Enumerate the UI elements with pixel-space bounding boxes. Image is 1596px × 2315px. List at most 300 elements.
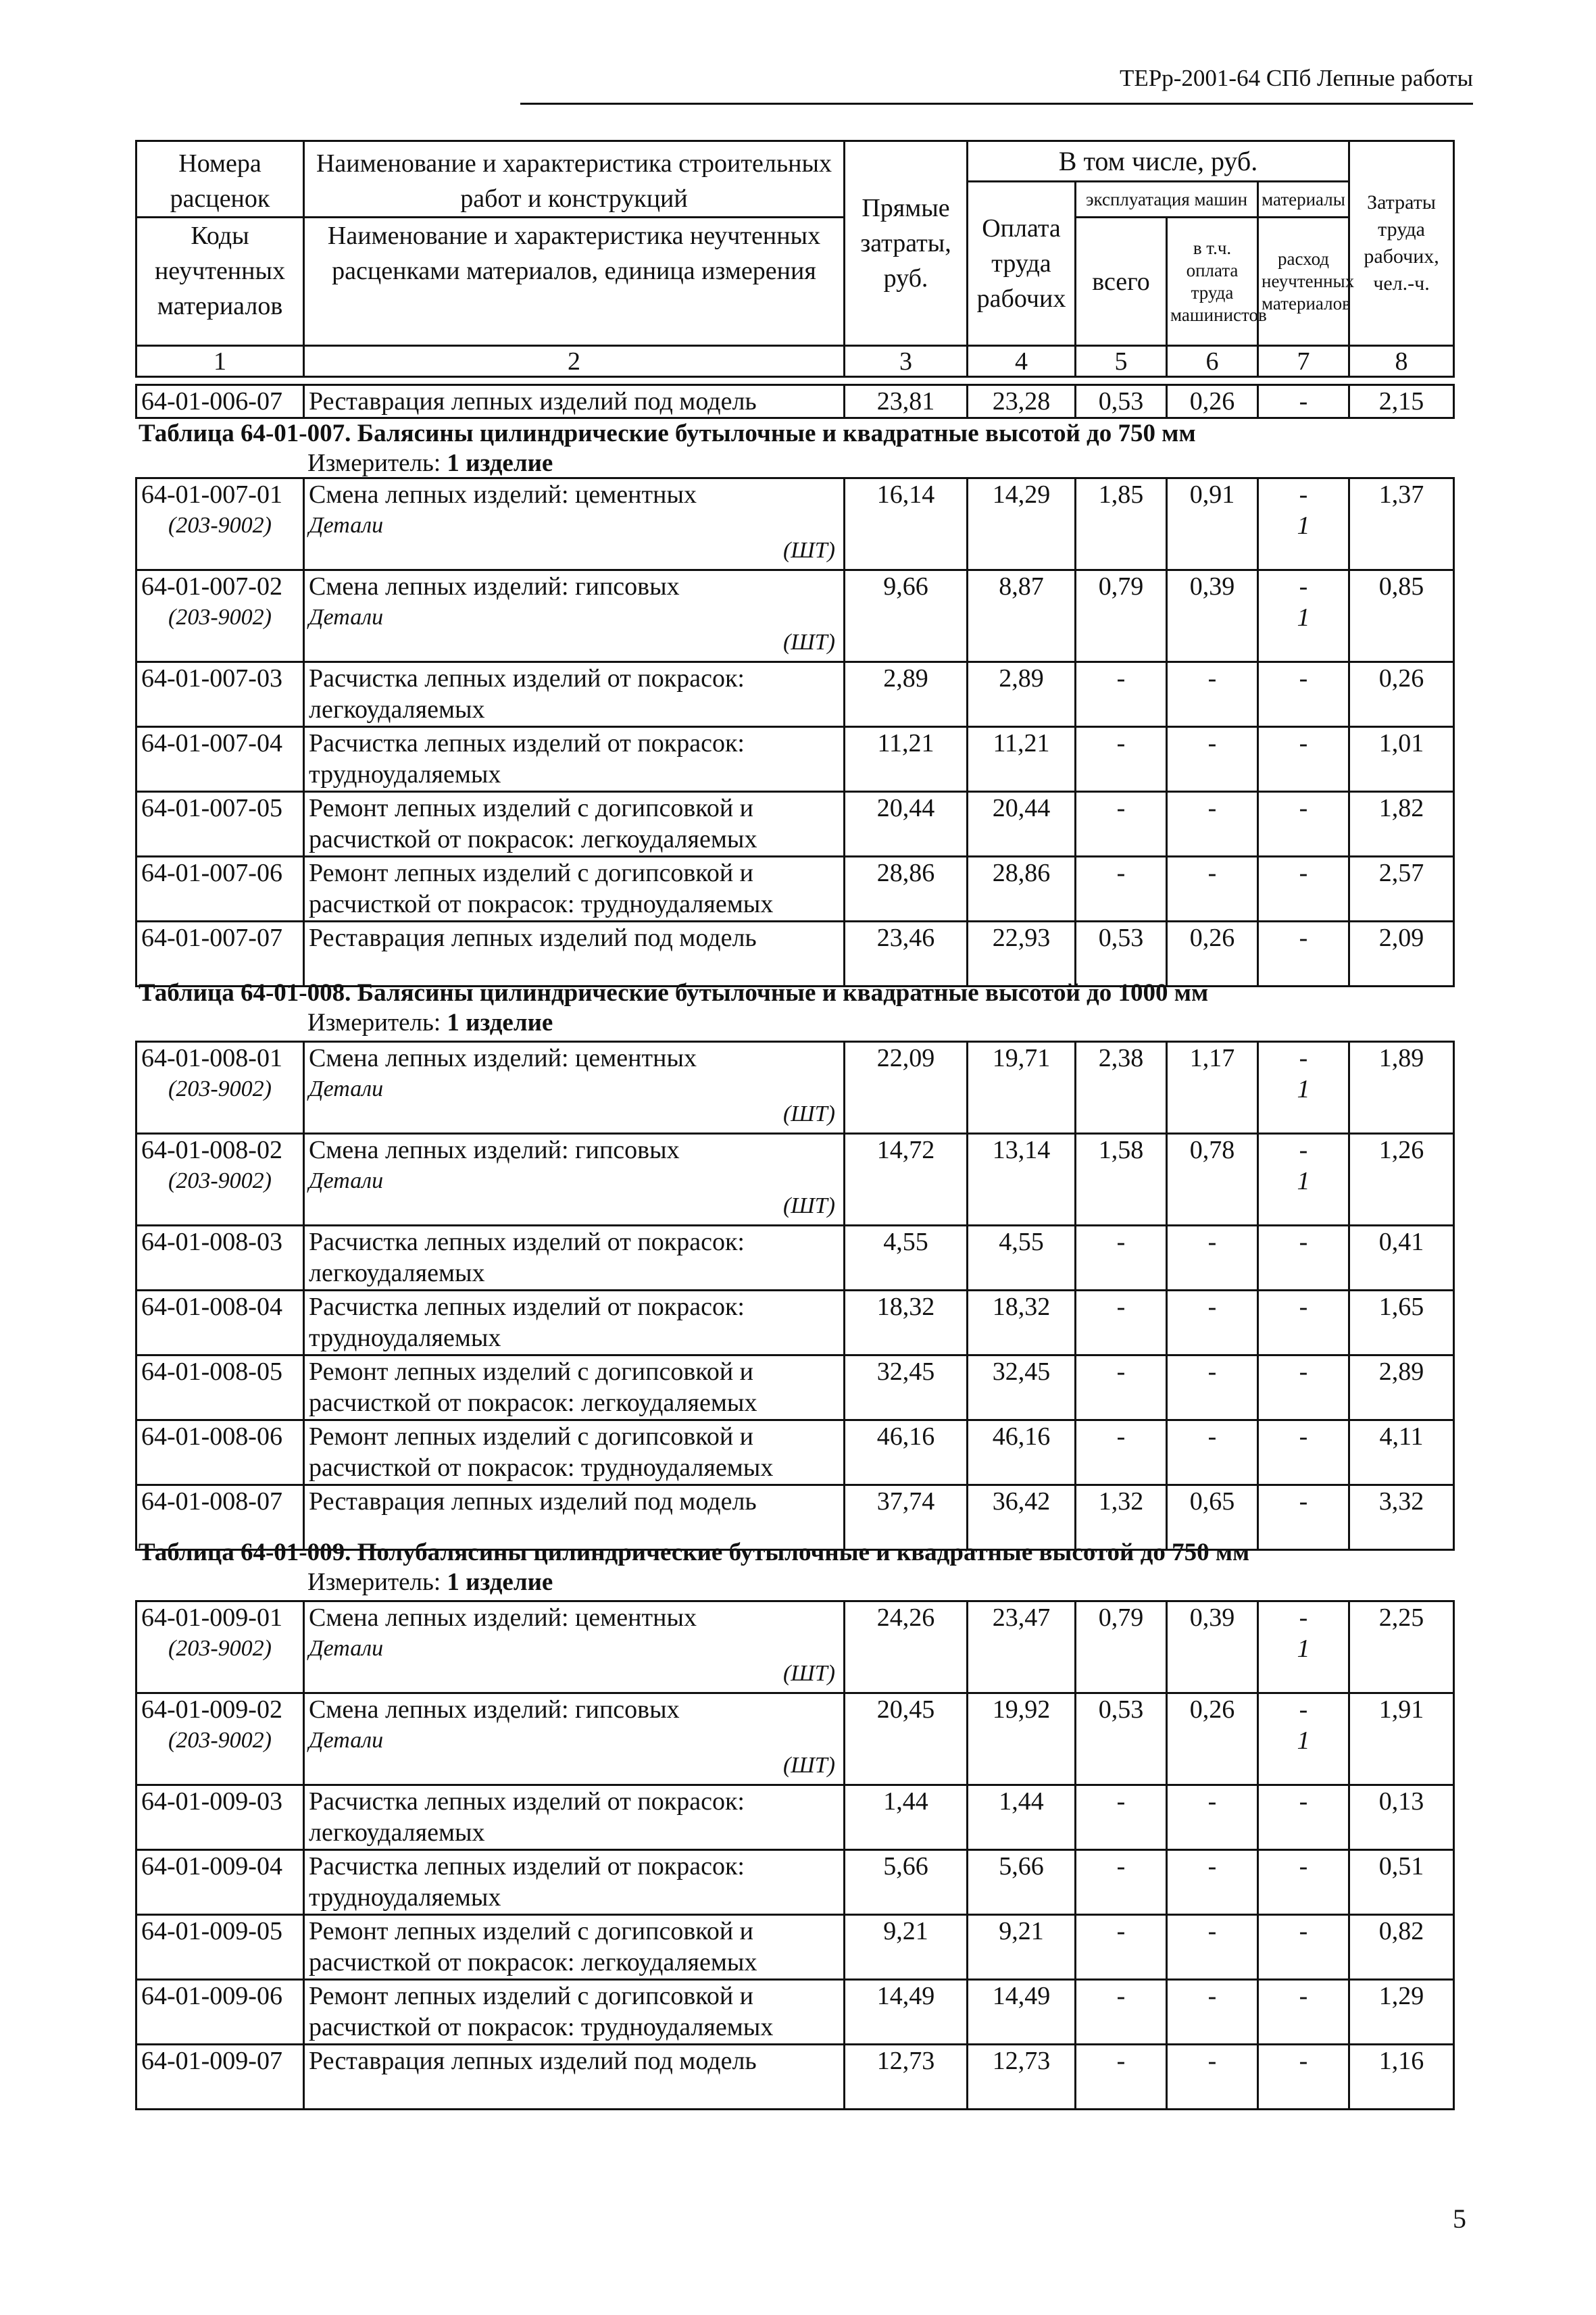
machinists-pay: -	[1167, 1420, 1258, 1485]
work-name: Ремонт лепных изделий с догипсовкой и расчисткой от покрасок: легкоудаляемых	[309, 1917, 757, 1976]
labor-pay: 12,73	[968, 2045, 1076, 2110]
rate-code: 64-01-008-06	[141, 1422, 282, 1451]
table-row	[136, 662, 1454, 727]
table-row	[136, 1693, 1454, 1785]
machines-total: 2,38	[1076, 1042, 1167, 1134]
labor-pay: 19,92	[968, 1693, 1076, 1785]
materials-use: -	[1299, 924, 1308, 952]
machines-total: -	[1076, 1850, 1167, 1915]
rate-code-cell	[136, 1134, 304, 1226]
machines-total: -	[1076, 1980, 1167, 2045]
machines-total: 0,53	[1076, 385, 1167, 418]
page-number: 5	[1453, 2204, 1466, 2234]
labor-hours: 2,15	[1349, 385, 1454, 418]
col-number: 6	[1167, 346, 1258, 377]
table-title: Таблица 64-01-009. Полубалясины цилиндрические бутылочные и квадратные высотой до 750 мм	[139, 1539, 1250, 1566]
table-measure: Измеритель: 1 изделие	[307, 1568, 553, 1596]
table-row	[136, 792, 1454, 857]
materials-use: -	[1299, 1917, 1308, 1945]
machinists-pay: -	[1167, 1785, 1258, 1850]
material-code: (203-9002)	[168, 1636, 272, 1661]
rate-code: 64-01-006-07	[136, 385, 304, 418]
work-name-cell	[304, 1420, 845, 1485]
rate-code: 64-01-008-03	[141, 1228, 282, 1256]
material-unit: (ШТ)	[782, 1101, 835, 1126]
work-name: Смена лепных изделий: гипсовых	[309, 1136, 680, 1164]
materials-use: -	[1299, 1787, 1308, 1816]
work-name: Расчистка лепных изделий от покрасок: трудноудаляемых	[309, 729, 745, 789]
machines-total: -	[1076, 857, 1167, 922]
work-name-cell	[304, 1915, 845, 1980]
work-name: Ремонт лепных изделий с догипсовкой и расчисткой от покрасок: легкоудаляемых	[309, 1358, 757, 1417]
labor-hours: 1,16	[1349, 2045, 1454, 2110]
materials-use: -	[1299, 2047, 1308, 2075]
rate-code-cell	[136, 1915, 304, 1980]
rate-code: 64-01-009-07	[141, 2047, 282, 2075]
labor-pay: 46,16	[968, 1420, 1076, 1485]
labor-pay: 28,86	[968, 857, 1076, 922]
machinists-pay: 0,78	[1167, 1134, 1258, 1226]
materials-use: -	[1299, 1852, 1308, 1881]
materials-use: -	[1299, 1228, 1308, 1256]
direct-cost: 20,44	[845, 792, 968, 857]
materials-use-cell	[1258, 792, 1349, 857]
machines-total: -	[1076, 1355, 1167, 1420]
materials-use-cell	[1258, 570, 1349, 662]
rate-code: 64-01-009-01	[141, 1603, 282, 1632]
work-name-cell	[304, 662, 845, 727]
work-name-cell	[304, 1980, 845, 2045]
machines-total: -	[1076, 662, 1167, 727]
rate-code: 64-01-007-04	[141, 729, 282, 757]
labor-hours: 1,29	[1349, 1980, 1454, 2045]
materials-use-cell	[1258, 1601, 1349, 1693]
work-name: Смена лепных изделий: гипсовых	[309, 572, 680, 601]
work-name-cell	[304, 1850, 845, 1915]
table-row	[136, 922, 1454, 987]
table-measure: Измеритель: 1 изделие	[307, 449, 553, 477]
table-row	[136, 1850, 1454, 1915]
rate-code-cell	[136, 1693, 304, 1785]
materials-use: -	[1299, 572, 1308, 601]
work-name: Смена лепных изделий: цементных	[309, 480, 697, 509]
labor-hours: 2,89	[1349, 1355, 1454, 1420]
col-header-7: расход неучтенных материалов	[1258, 218, 1349, 346]
rate-code-cell	[136, 727, 304, 792]
machines-total: -	[1076, 1785, 1167, 1850]
materials-use-cell	[1258, 1291, 1349, 1355]
work-name-cell	[304, 1355, 845, 1420]
direct-cost: 9,21	[845, 1915, 968, 1980]
labor-pay: 11,21	[968, 727, 1076, 792]
table-row	[136, 2045, 1454, 2110]
labor-hours: 0,82	[1349, 1915, 1454, 1980]
machines-total: 0,79	[1076, 570, 1167, 662]
material-name: Детали	[309, 605, 384, 630]
machines-total: 1,58	[1076, 1134, 1167, 1226]
work-name: Ремонт лепных изделий с догипсовкой и расчисткой от покрасок: трудноудаляемых	[309, 1422, 774, 1482]
work-name-cell	[304, 570, 845, 662]
work-name: Расчистка лепных изделий от покрасок: легкоудаляемых	[309, 1228, 745, 1287]
material-unit: (ШТ)	[782, 1193, 835, 1218]
rate-code-cell	[136, 1601, 304, 1693]
direct-cost: 46,16	[845, 1420, 968, 1485]
work-name-cell	[304, 727, 845, 792]
table-row	[136, 1291, 1454, 1355]
rate-code: 64-01-008-04	[141, 1293, 282, 1321]
rate-code-cell	[136, 1042, 304, 1134]
table-title: Таблица 64-01-008. Балясины цилиндрические бутылочные и квадратные высотой до 1000 мм	[139, 979, 1209, 1007]
rate-code: 64-01-007-05	[141, 794, 282, 822]
rate-code-cell	[136, 1785, 304, 1850]
rate-code-cell	[136, 2045, 304, 2110]
direct-cost: 22,09	[845, 1042, 968, 1134]
material-unit: (ШТ)	[782, 538, 835, 563]
material-code: (203-9002)	[168, 513, 272, 538]
machines-total: -	[1076, 727, 1167, 792]
work-name: Реставрация лепных изделий под модель	[304, 385, 845, 418]
material-quantity: 1	[1297, 1167, 1310, 1195]
col-number: 7	[1258, 346, 1349, 377]
material-code: (203-9002)	[168, 1168, 272, 1193]
machinists-pay: -	[1167, 1850, 1258, 1915]
machines-total: 1,32	[1076, 1485, 1167, 1550]
work-name: Расчистка лепных изделий от покрасок: трудноудаляемых	[309, 1852, 745, 1912]
col-header-5: всего	[1076, 218, 1167, 346]
materials-use: -	[1299, 1136, 1308, 1164]
labor-hours: 1,01	[1349, 727, 1454, 792]
labor-pay: 32,45	[968, 1355, 1076, 1420]
col-header-1a: Номера расценок	[136, 141, 304, 218]
col-number: 1	[136, 346, 304, 377]
work-name-cell	[304, 2045, 845, 2110]
labor-pay: 14,49	[968, 1980, 1076, 2045]
rates-table-007	[135, 477, 1455, 987]
table-row	[136, 1485, 1454, 1550]
table-row	[136, 570, 1454, 662]
material-code: (203-9002)	[168, 1076, 272, 1101]
labor-pay: 13,14	[968, 1134, 1076, 1226]
materials-use: -	[1299, 664, 1308, 693]
materials-use-cell	[1258, 1134, 1349, 1226]
material-unit: (ШТ)	[782, 1661, 835, 1686]
material-unit: (ШТ)	[782, 1753, 835, 1778]
machinists-pay: 0,91	[1167, 478, 1258, 570]
machinists-pay: -	[1167, 1355, 1258, 1420]
col-header-3: Прямые затраты, руб.	[845, 141, 968, 346]
labor-hours: 1,91	[1349, 1693, 1454, 1785]
materials-use-cell	[1258, 1785, 1349, 1850]
machinists-pay: 0,39	[1167, 1601, 1258, 1693]
labor-hours: 0,13	[1349, 1785, 1454, 1850]
rate-code: 64-01-008-07	[141, 1487, 282, 1516]
materials-use-cell	[1258, 1850, 1349, 1915]
rate-code-cell	[136, 1291, 304, 1355]
machines-total: 1,85	[1076, 478, 1167, 570]
machines-total: 0,53	[1076, 1693, 1167, 1785]
col-header-2b: Наименование и характеристика неучтенных расценками материалов, единица измерения	[304, 218, 845, 346]
labor-pay: 19,71	[968, 1042, 1076, 1134]
rate-code-cell	[136, 1485, 304, 1550]
materials-use-cell	[1258, 1980, 1349, 2045]
rate-code: 64-01-007-02	[141, 572, 282, 601]
rate-code: 64-01-009-04	[141, 1852, 282, 1881]
machines-total: -	[1076, 1226, 1167, 1291]
machinists-pay: -	[1167, 857, 1258, 922]
work-name-cell	[304, 1042, 845, 1134]
rate-code-cell	[136, 1850, 304, 1915]
materials-use: -	[1299, 1695, 1308, 1724]
work-name-cell	[304, 1785, 845, 1850]
machinists-pay: 0,26	[1167, 922, 1258, 987]
work-name-cell	[304, 478, 845, 570]
labor-pay: 22,93	[968, 922, 1076, 987]
table-measure: Измеритель: 1 изделие	[307, 1009, 553, 1037]
direct-cost: 24,26	[845, 1601, 968, 1693]
labor-hours: 2,25	[1349, 1601, 1454, 1693]
work-name-cell	[304, 922, 845, 987]
table-row	[136, 1355, 1454, 1420]
rate-code: 64-01-007-01	[141, 480, 282, 509]
rate-code-cell	[136, 478, 304, 570]
materials-use-cell	[1258, 478, 1349, 570]
materials-use: -	[1299, 1487, 1308, 1516]
rates-table-009	[135, 1600, 1455, 2110]
rate-code-cell	[136, 857, 304, 922]
materials-use-cell	[1258, 922, 1349, 987]
materials-use: -	[1299, 1422, 1308, 1451]
materials-use-cell	[1258, 1226, 1349, 1291]
direct-cost: 14,72	[845, 1134, 968, 1226]
work-name-cell	[304, 857, 845, 922]
materials-use-cell	[1258, 1042, 1349, 1134]
work-name-cell	[304, 1291, 845, 1355]
table-row	[136, 857, 1454, 922]
machinists-pay: 0,39	[1167, 570, 1258, 662]
table-row	[136, 1134, 1454, 1226]
materials-use: -	[1299, 794, 1308, 822]
work-name-cell	[304, 792, 845, 857]
materials-use-cell	[1258, 1693, 1349, 1785]
table-row	[136, 1226, 1454, 1291]
work-name: Реставрация лепных изделий под модель	[309, 924, 757, 952]
page-header	[520, 65, 1473, 105]
rate-code: 64-01-008-01	[141, 1044, 282, 1072]
labor-pay: 23,28	[968, 385, 1076, 418]
table-row	[136, 1785, 1454, 1850]
labor-pay: 36,42	[968, 1485, 1076, 1550]
machines-total: 0,53	[1076, 922, 1167, 987]
materials-use-cell	[1258, 1485, 1349, 1550]
direct-cost: 32,45	[845, 1355, 968, 1420]
machinists-pay: 0,26	[1167, 385, 1258, 418]
labor-hours: 1,89	[1349, 1042, 1454, 1134]
material-unit: (ШТ)	[782, 630, 835, 655]
col-header-1b: Коды неучтенных материалов	[136, 218, 304, 346]
material-quantity: 1	[1297, 512, 1310, 540]
direct-cost: 23,81	[845, 385, 968, 418]
machinists-pay: -	[1167, 727, 1258, 792]
material-name: Детали	[309, 513, 384, 538]
col-number: 3	[845, 346, 968, 377]
table-row	[136, 727, 1454, 792]
labor-pay: 5,66	[968, 1850, 1076, 1915]
materials-use-cell	[1258, 1355, 1349, 1420]
direct-cost: 4,55	[845, 1226, 968, 1291]
rate-code-cell	[136, 570, 304, 662]
material-quantity: 1	[1297, 1726, 1310, 1755]
materials-use-cell	[1258, 857, 1349, 922]
direct-cost: 18,32	[845, 1291, 968, 1355]
work-name: Реставрация лепных изделий под модель	[309, 1487, 757, 1516]
col-header-2a: Наименование и характеристика строительных работ и конструкций	[304, 141, 845, 218]
work-name-cell	[304, 1226, 845, 1291]
rate-code: 64-01-007-06	[141, 859, 282, 887]
machinists-pay: -	[1167, 2045, 1258, 2110]
rate-code: 64-01-009-06	[141, 1982, 282, 2010]
direct-cost: 11,21	[845, 727, 968, 792]
labor-pay: 1,44	[968, 1785, 1076, 1850]
machines-total: -	[1076, 1291, 1167, 1355]
machinists-pay: -	[1167, 1226, 1258, 1291]
machinists-pay: -	[1167, 1980, 1258, 2045]
col-header-4: Оплата труда рабочих	[968, 182, 1076, 346]
rate-code: 64-01-009-02	[141, 1695, 282, 1724]
material-name: Детали	[309, 1636, 384, 1661]
rate-code-cell	[136, 1420, 304, 1485]
rate-code-cell	[136, 792, 304, 857]
material-code: (203-9002)	[168, 605, 272, 630]
rate-code-cell	[136, 1226, 304, 1291]
work-name: Ремонт лепных изделий с догипсовкой и расчисткой от покрасок: трудноудаляемых	[309, 1982, 774, 2041]
direct-cost: 37,74	[845, 1485, 968, 1550]
material-quantity: 1	[1297, 1075, 1310, 1103]
col-header-6: в т.ч. оплата труда машинистов	[1167, 218, 1258, 346]
work-name: Расчистка лепных изделий от покрасок: легкоудаляемых	[309, 1787, 745, 1847]
work-name-cell	[304, 1485, 845, 1550]
rate-code: 64-01-007-03	[141, 664, 282, 693]
col-number: 2	[304, 346, 845, 377]
rate-code: 64-01-009-05	[141, 1917, 282, 1945]
labor-hours: 0,85	[1349, 570, 1454, 662]
document-title: ТЕРр-2001-64 СПб Лепные работы	[1120, 65, 1473, 91]
work-name-cell	[304, 1693, 845, 1785]
work-name: Ремонт лепных изделий с догипсовкой и расчисткой от покрасок: трудноудаляемых	[309, 859, 774, 918]
labor-pay: 20,44	[968, 792, 1076, 857]
table-row	[136, 478, 1454, 570]
col-header-incl: В том числе, руб.	[968, 141, 1349, 182]
work-name-cell	[304, 1134, 845, 1226]
machinists-pay: -	[1167, 662, 1258, 727]
machinists-pay: 1,17	[1167, 1042, 1258, 1134]
rates-table-008	[135, 1041, 1455, 1551]
rate-code-cell	[136, 662, 304, 727]
labor-hours: 1,65	[1349, 1291, 1454, 1355]
labor-hours: 0,26	[1349, 662, 1454, 727]
work-name: Смена лепных изделий: гипсовых	[309, 1695, 680, 1724]
direct-cost: 23,46	[845, 922, 968, 987]
direct-cost: 28,86	[845, 857, 968, 922]
col-number: 5	[1076, 346, 1167, 377]
table-row	[136, 1915, 1454, 1980]
work-name: Расчистка лепных изделий от покрасок: легкоудаляемых	[309, 664, 745, 724]
table-row	[136, 1042, 1454, 1134]
machinists-pay: 0,26	[1167, 1693, 1258, 1785]
table-row	[136, 1601, 1454, 1693]
labor-hours: 1,37	[1349, 478, 1454, 570]
materials-use: -	[1299, 859, 1308, 887]
table-row	[136, 1980, 1454, 2045]
rate-code-cell	[136, 1355, 304, 1420]
col-header-machines: эксплуатация машин	[1076, 182, 1258, 218]
direct-cost: 9,66	[845, 570, 968, 662]
labor-pay: 14,29	[968, 478, 1076, 570]
labor-hours: 4,11	[1349, 1420, 1454, 1485]
labor-hours: 2,57	[1349, 857, 1454, 922]
labor-hours: 0,51	[1349, 1850, 1454, 1915]
materials-use: -	[1299, 1358, 1308, 1386]
col-number: 8	[1349, 346, 1454, 377]
work-name: Ремонт лепных изделий с догипсовкой и расчисткой от покрасок: легкоудаляемых	[309, 794, 757, 853]
direct-cost: 14,49	[845, 1980, 968, 2045]
machinists-pay: 0,65	[1167, 1485, 1258, 1550]
col-header-8: Затраты труда рабочих, чел.-ч.	[1349, 141, 1454, 346]
machinists-pay: -	[1167, 1291, 1258, 1355]
materials-use: -	[1299, 1293, 1308, 1321]
material-name: Детали	[309, 1168, 384, 1193]
machines-total: -	[1076, 1420, 1167, 1485]
materials-use-cell	[1258, 727, 1349, 792]
rate-code: 64-01-008-02	[141, 1136, 282, 1164]
materials-use: -	[1299, 729, 1308, 757]
work-name-cell	[304, 1601, 845, 1693]
materials-use: -	[1299, 1603, 1308, 1632]
materials-use: -	[1299, 1982, 1308, 2010]
rate-code-cell	[136, 922, 304, 987]
materials-use: -	[1299, 480, 1308, 509]
labor-pay: 8,87	[968, 570, 1076, 662]
table-row	[136, 1420, 1454, 1485]
direct-cost: 1,44	[845, 1785, 968, 1850]
labor-hours: 1,26	[1349, 1134, 1454, 1226]
material-code: (203-9002)	[168, 1728, 272, 1753]
material-name: Детали	[309, 1728, 384, 1753]
col-number: 4	[968, 346, 1076, 377]
table-row	[136, 385, 1454, 418]
labor-pay: 23,47	[968, 1601, 1076, 1693]
col-header-materials: материалы	[1258, 182, 1349, 218]
direct-cost: 16,14	[845, 478, 968, 570]
materials-use-cell	[1258, 2045, 1349, 2110]
materials-use: -	[1299, 1044, 1308, 1072]
labor-pay: 4,55	[968, 1226, 1076, 1291]
labor-hours: 2,09	[1349, 922, 1454, 987]
direct-cost: 20,45	[845, 1693, 968, 1785]
column-header-table	[135, 140, 1455, 378]
labor-pay: 18,32	[968, 1291, 1076, 1355]
rate-code: 64-01-008-05	[141, 1358, 282, 1386]
labor-hours: 1,82	[1349, 792, 1454, 857]
material-name: Детали	[309, 1076, 384, 1101]
materials-use-cell	[1258, 662, 1349, 727]
materials-use-cell	[1258, 1420, 1349, 1485]
rate-code-cell	[136, 1980, 304, 2045]
material-quantity: 1	[1297, 1635, 1310, 1663]
carryover-table	[135, 384, 1455, 419]
work-name: Смена лепных изделий: цементных	[309, 1044, 697, 1072]
work-name: Реставрация лепных изделий под модель	[309, 2047, 757, 2075]
work-name: Смена лепных изделий: цементных	[309, 1603, 697, 1632]
